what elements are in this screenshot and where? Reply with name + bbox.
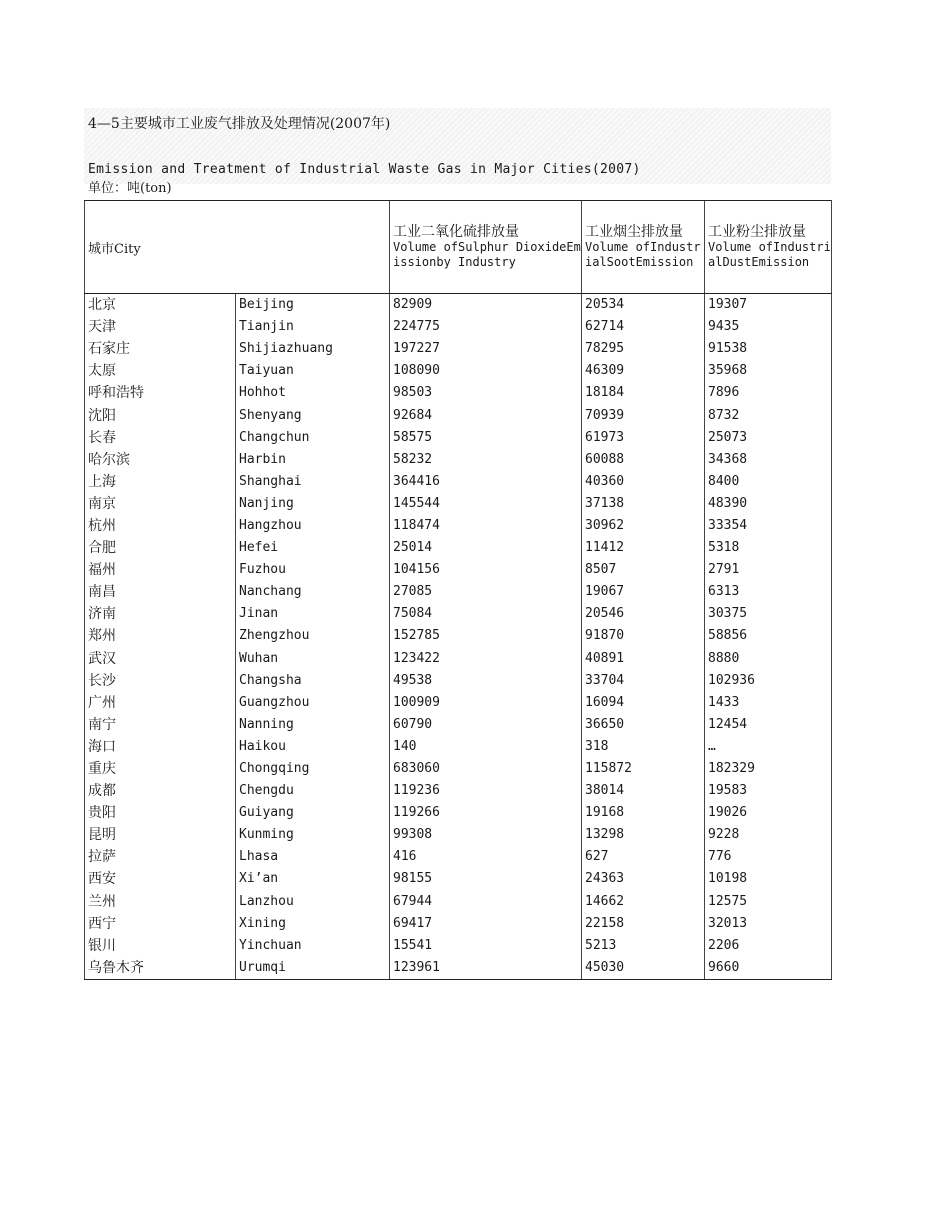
so2-value: 15541: [390, 935, 582, 957]
soot-value: 8507: [582, 559, 705, 581]
city-name-en: Lanzhou: [236, 891, 390, 913]
city-name-en: Lhasa: [236, 846, 390, 868]
soot-value: 5213: [582, 935, 705, 957]
city-name-en: Guiyang: [236, 802, 390, 824]
table-row: [85, 515, 832, 537]
city-name-cn: 西宁: [85, 913, 236, 935]
city-name-en: Shijiazhuang: [236, 338, 390, 360]
table-row: [85, 316, 832, 338]
soot-value: 627: [582, 846, 705, 868]
so2-value: 416: [390, 846, 582, 868]
dust-value: 8400: [705, 471, 832, 493]
page-title: 4—5主要城市工业废气排放及处理情况(2007年): [88, 116, 391, 132]
table-row: [85, 294, 832, 317]
dust-value: 12454: [705, 714, 832, 736]
so2-value: 119236: [390, 780, 582, 802]
table-row: [85, 780, 832, 802]
city-name-cn: 呼和浩特: [85, 382, 236, 404]
header-dust-en: Volume ofIndustrialDustEmission: [708, 240, 831, 269]
table-row: [85, 891, 832, 913]
city-name-en: Chongqing: [236, 758, 390, 780]
dust-value: 7896: [705, 382, 832, 404]
so2-value: 67944: [390, 891, 582, 913]
table-row: [85, 648, 832, 670]
so2-value: 119266: [390, 802, 582, 824]
city-name-cn: 合肥: [85, 537, 236, 559]
dust-value: 19583: [705, 780, 832, 802]
so2-value: 58232: [390, 449, 582, 471]
city-name-cn: 昆明: [85, 824, 236, 846]
dust-value: 91538: [705, 338, 832, 360]
soot-value: 37138: [582, 493, 705, 515]
table-row: [85, 670, 832, 692]
dust-value: 19307: [705, 294, 832, 317]
soot-value: 46309: [582, 360, 705, 382]
dust-value: 33354: [705, 515, 832, 537]
soot-value: 61973: [582, 427, 705, 449]
so2-value: 152785: [390, 625, 582, 647]
city-name-en: Nanning: [236, 714, 390, 736]
city-name-cn: 兰州: [85, 891, 236, 913]
so2-value: 104156: [390, 559, 582, 581]
table-row: [85, 802, 832, 824]
so2-value: 683060: [390, 758, 582, 780]
so2-value: 118474: [390, 515, 582, 537]
city-name-cn: 长春: [85, 427, 236, 449]
soot-value: 318: [582, 736, 705, 758]
city-name-en: Haikou: [236, 736, 390, 758]
header-soot: [582, 201, 705, 294]
soot-value: 62714: [582, 316, 705, 338]
table-row: [85, 493, 832, 515]
header-soot-en: Volume ofIndustrialSootEmission: [585, 240, 701, 269]
header-city: [85, 201, 390, 294]
so2-value: 69417: [390, 913, 582, 935]
dust-value: 2206: [705, 935, 832, 957]
so2-value: 49538: [390, 670, 582, 692]
table-row: [85, 935, 832, 957]
header-city-label: 城市City: [88, 241, 141, 257]
dust-value: 9228: [705, 824, 832, 846]
table-row: [85, 824, 832, 846]
page-subtitle: Emission and Treatment of Industrial Waste Gas in Major Cities(2007): [88, 162, 641, 177]
city-name-en: Shenyang: [236, 404, 390, 426]
dust-value: 9435: [705, 316, 832, 338]
city-name-en: Changchun: [236, 427, 390, 449]
table-row: [85, 736, 832, 758]
city-name-cn: 广州: [85, 692, 236, 714]
city-name-en: Hangzhou: [236, 515, 390, 537]
soot-value: 91870: [582, 625, 705, 647]
soot-value: 60088: [582, 449, 705, 471]
table-row: [85, 449, 832, 471]
table-row: [85, 404, 832, 426]
so2-value: 364416: [390, 471, 582, 493]
soot-value: 70939: [582, 404, 705, 426]
city-name-en: Harbin: [236, 449, 390, 471]
city-name-en: Taiyuan: [236, 360, 390, 382]
table-row: [85, 758, 832, 780]
soot-value: 30962: [582, 515, 705, 537]
city-name-cn: 拉萨: [85, 846, 236, 868]
dust-value: 1433: [705, 692, 832, 714]
city-name-cn: 郑州: [85, 625, 236, 647]
dust-value: 10198: [705, 868, 832, 890]
city-name-en: Kunming: [236, 824, 390, 846]
soot-value: 33704: [582, 670, 705, 692]
city-name-cn: 南宁: [85, 714, 236, 736]
dust-value: 6313: [705, 581, 832, 603]
table-row: [85, 868, 832, 890]
table-row: [85, 537, 832, 559]
table-row: [85, 692, 832, 714]
so2-value: 140: [390, 736, 582, 758]
table-row: [85, 338, 832, 360]
city-name-cn: 海口: [85, 736, 236, 758]
dust-value: 5318: [705, 537, 832, 559]
so2-value: 100909: [390, 692, 582, 714]
soot-value: 38014: [582, 780, 705, 802]
soot-value: 115872: [582, 758, 705, 780]
table-row: [85, 382, 832, 404]
city-name-cn: 太原: [85, 360, 236, 382]
table-row: [85, 714, 832, 736]
so2-value: 99308: [390, 824, 582, 846]
so2-value: 92684: [390, 404, 582, 426]
dust-value: 8880: [705, 648, 832, 670]
dust-value: 32013: [705, 913, 832, 935]
soot-value: 14662: [582, 891, 705, 913]
table-row: [85, 471, 832, 493]
header-dust-cn: 工业粉尘排放量: [708, 224, 806, 240]
table-header-row: [85, 201, 832, 294]
city-name-en: Hefei: [236, 537, 390, 559]
dust-value: 25073: [705, 427, 832, 449]
so2-value: 27085: [390, 581, 582, 603]
table-row: [85, 427, 832, 449]
city-name-en: Hohhot: [236, 382, 390, 404]
city-name-en: Shanghai: [236, 471, 390, 493]
city-name-en: Fuzhou: [236, 559, 390, 581]
city-name-cn: 武汉: [85, 648, 236, 670]
table-row: [85, 957, 832, 980]
header-dust: [705, 201, 832, 294]
dust-value: 776: [705, 846, 832, 868]
soot-value: 36650: [582, 714, 705, 736]
city-name-en: Urumqi: [236, 957, 390, 980]
city-name-en: Xi’an: [236, 868, 390, 890]
dust-value: 102936: [705, 670, 832, 692]
city-name-en: Zhengzhou: [236, 625, 390, 647]
dust-value: 30375: [705, 603, 832, 625]
soot-value: 19168: [582, 802, 705, 824]
city-name-en: Nanchang: [236, 581, 390, 603]
soot-value: 16094: [582, 692, 705, 714]
so2-value: 145544: [390, 493, 582, 515]
soot-value: 11412: [582, 537, 705, 559]
dust-value: 19026: [705, 802, 832, 824]
city-name-cn: 哈尔滨: [85, 449, 236, 471]
so2-value: 123961: [390, 957, 582, 980]
so2-value: 60790: [390, 714, 582, 736]
table-row: [85, 625, 832, 647]
city-name-cn: 北京: [85, 294, 236, 317]
city-name-cn: 福州: [85, 559, 236, 581]
header-so2-cn: 工业二氧化硫排放量: [393, 224, 519, 240]
city-name-en: Xining: [236, 913, 390, 935]
soot-value: 13298: [582, 824, 705, 846]
table-row: [85, 913, 832, 935]
header-so2-en: Volume ofSulphur DioxideEmissionby Industry: [393, 240, 581, 269]
table-row: [85, 360, 832, 382]
city-name-cn: 南京: [85, 493, 236, 515]
dust-value: 34368: [705, 449, 832, 471]
city-name-cn: 成都: [85, 780, 236, 802]
dust-value: 12575: [705, 891, 832, 913]
emission-table: [84, 200, 832, 980]
soot-value: 18184: [582, 382, 705, 404]
table-body: [85, 294, 832, 980]
city-name-cn: 天津: [85, 316, 236, 338]
soot-value: 19067: [582, 581, 705, 603]
city-name-cn: 济南: [85, 603, 236, 625]
city-name-en: Changsha: [236, 670, 390, 692]
city-name-en: Chengdu: [236, 780, 390, 802]
city-name-cn: 长沙: [85, 670, 236, 692]
dust-value: 182329: [705, 758, 832, 780]
dust-value: 48390: [705, 493, 832, 515]
header-so2: [390, 201, 582, 294]
so2-value: 98155: [390, 868, 582, 890]
dust-value: 9660: [705, 957, 832, 980]
table-row: [85, 603, 832, 625]
city-name-cn: 石家庄: [85, 338, 236, 360]
soot-value: 40891: [582, 648, 705, 670]
city-name-en: Yinchuan: [236, 935, 390, 957]
city-name-cn: 南昌: [85, 581, 236, 603]
so2-value: 197227: [390, 338, 582, 360]
soot-value: 22158: [582, 913, 705, 935]
dust-value: …: [705, 736, 832, 758]
dust-value: 35968: [705, 360, 832, 382]
soot-value: 20546: [582, 603, 705, 625]
so2-value: 25014: [390, 537, 582, 559]
so2-value: 123422: [390, 648, 582, 670]
soot-value: 40360: [582, 471, 705, 493]
dust-value: 8732: [705, 404, 832, 426]
so2-value: 75084: [390, 603, 582, 625]
so2-value: 82909: [390, 294, 582, 317]
city-name-cn: 杭州: [85, 515, 236, 537]
title-block: [84, 108, 831, 184]
city-name-en: Guangzhou: [236, 692, 390, 714]
table-row: [85, 559, 832, 581]
table-row: [85, 846, 832, 868]
soot-value: 45030: [582, 957, 705, 980]
city-name-en: Nanjing: [236, 493, 390, 515]
soot-value: 24363: [582, 868, 705, 890]
city-name-en: Beijing: [236, 294, 390, 317]
city-name-cn: 上海: [85, 471, 236, 493]
city-name-cn: 西安: [85, 868, 236, 890]
city-name-en: Tianjin: [236, 316, 390, 338]
so2-value: 224775: [390, 316, 582, 338]
city-name-cn: 乌鲁木齐: [85, 957, 236, 980]
city-name-cn: 重庆: [85, 758, 236, 780]
city-name-cn: 贵阳: [85, 802, 236, 824]
soot-value: 78295: [582, 338, 705, 360]
so2-value: 98503: [390, 382, 582, 404]
city-name-cn: 沈阳: [85, 404, 236, 426]
dust-value: 2791: [705, 559, 832, 581]
soot-value: 20534: [582, 294, 705, 317]
unit-label: 单位：吨(ton): [88, 181, 172, 196]
city-name-cn: 银川: [85, 935, 236, 957]
table-row: [85, 581, 832, 603]
city-name-en: Wuhan: [236, 648, 390, 670]
so2-value: 58575: [390, 427, 582, 449]
dust-value: 58856: [705, 625, 832, 647]
header-soot-cn: 工业烟尘排放量: [585, 224, 683, 240]
so2-value: 108090: [390, 360, 582, 382]
city-name-en: Jinan: [236, 603, 390, 625]
